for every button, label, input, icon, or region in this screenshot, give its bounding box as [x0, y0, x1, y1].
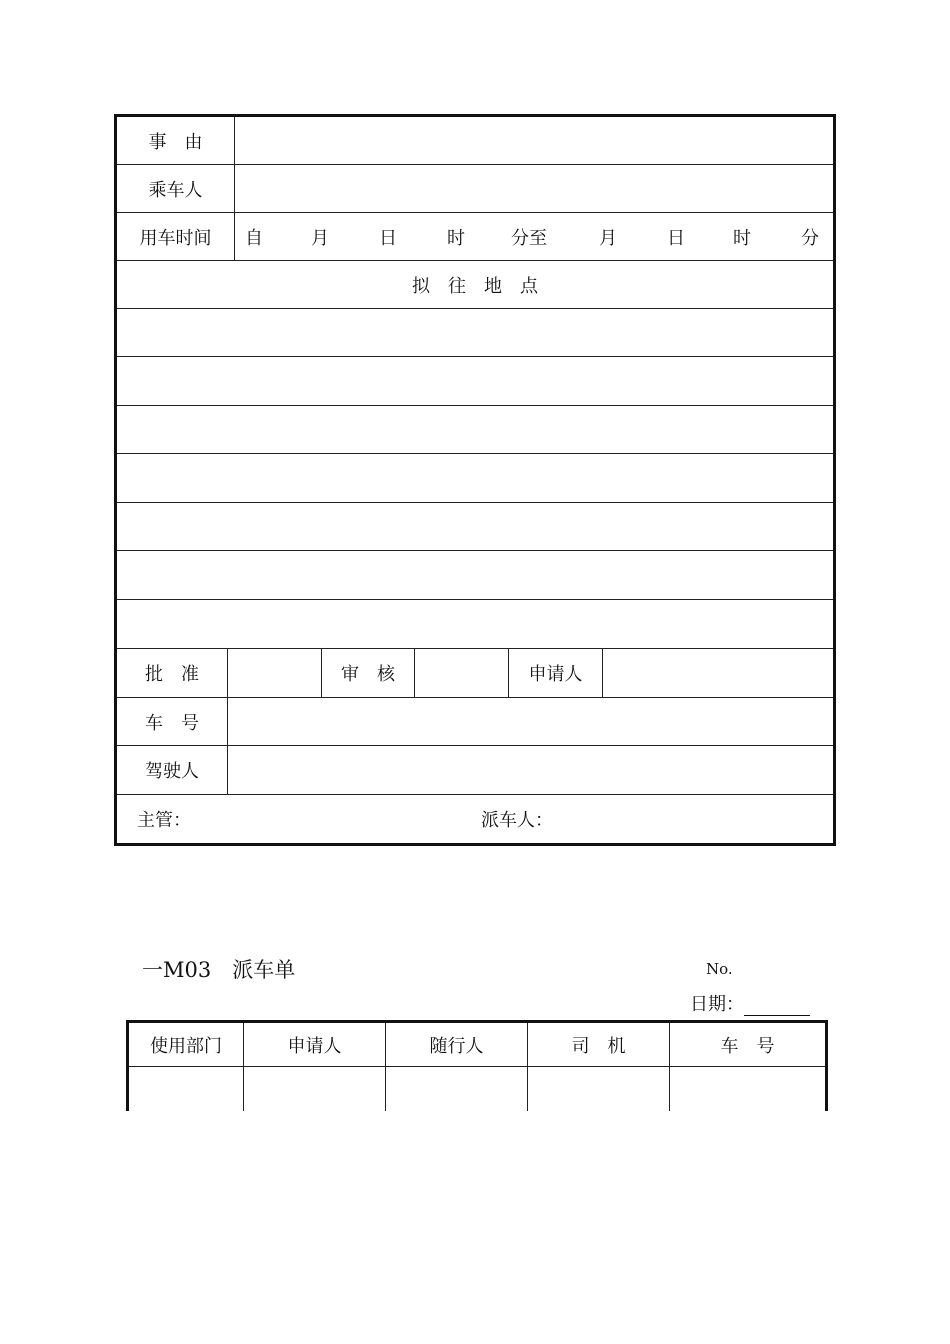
time-field[interactable]	[235, 213, 833, 260]
dispatch-table-header	[129, 1023, 825, 1067]
applicant-field[interactable]	[603, 649, 833, 697]
destination-line[interactable]	[117, 357, 833, 406]
date-line	[690, 990, 810, 1016]
applicant-field[interactable]	[244, 1067, 386, 1111]
plate-field[interactable]	[670, 1067, 825, 1111]
approve-label: 批 准	[117, 649, 228, 697]
time-part-minute-end: 分	[801, 227, 819, 249]
time-label: 用车时间	[117, 213, 235, 260]
companion-field[interactable]	[386, 1067, 528, 1111]
destination-line[interactable]	[117, 600, 833, 649]
date-label: 日期：	[690, 994, 744, 1015]
reason-field[interactable]	[235, 117, 833, 164]
destination-line[interactable]	[117, 406, 833, 454]
time-part-minute-to: 分至	[511, 227, 547, 249]
destination-header-row	[117, 261, 833, 309]
header-department: 使用部门	[129, 1023, 244, 1066]
header-plate: 车 号	[720, 1035, 775, 1057]
driver-field[interactable]	[228, 746, 833, 794]
review-field[interactable]	[415, 649, 509, 697]
reason-label: 事 由	[117, 117, 235, 164]
time-part-day: 日	[379, 227, 397, 249]
approval-row	[117, 649, 833, 698]
time-part-day-end: 日	[667, 227, 685, 249]
time-part-from: 自	[245, 227, 263, 249]
driver-label: 驾驶人	[117, 746, 228, 794]
signature-row	[117, 795, 833, 843]
time-part-month: 月	[311, 227, 329, 249]
destination-line[interactable]	[117, 551, 833, 600]
header-applicant: 申请人	[244, 1023, 386, 1066]
serial-number-label: No.	[706, 960, 733, 978]
plate-label: 车 号	[117, 698, 228, 745]
driver-field[interactable]	[528, 1067, 670, 1111]
dispatch-table-row	[129, 1067, 825, 1111]
header-driver: 司 机	[528, 1023, 670, 1066]
destination-header: 拟 往 地 点	[412, 275, 538, 297]
section-title: 一M03 派车单	[142, 958, 296, 982]
applicant-label: 申请人	[509, 649, 603, 697]
time-part-month-end: 月	[599, 227, 617, 249]
passenger-row	[117, 165, 833, 213]
plate-row	[117, 698, 833, 746]
supervisor-label: 主管：	[137, 810, 191, 831]
header-companion: 随行人	[386, 1023, 528, 1066]
time-part-hour: 时	[447, 227, 465, 249]
destination-line[interactable]	[117, 503, 833, 551]
time-part-hour-end: 时	[733, 227, 751, 249]
department-field[interactable]	[129, 1067, 244, 1111]
driver-row	[117, 746, 833, 795]
vehicle-request-form	[114, 114, 836, 846]
destination-line[interactable]	[117, 454, 833, 503]
plate-field[interactable]	[228, 698, 833, 745]
date-blank[interactable]	[744, 997, 810, 1016]
passenger-field[interactable]	[235, 165, 833, 212]
dispatcher-label: 派车人：	[481, 810, 553, 831]
dispatch-table	[126, 1020, 828, 1111]
review-label: 审 核	[322, 649, 415, 697]
approve-field[interactable]	[228, 649, 322, 697]
passenger-label: 乘车人	[117, 165, 235, 212]
time-row	[117, 213, 833, 261]
reason-row	[117, 117, 833, 165]
destination-line[interactable]	[117, 309, 833, 357]
